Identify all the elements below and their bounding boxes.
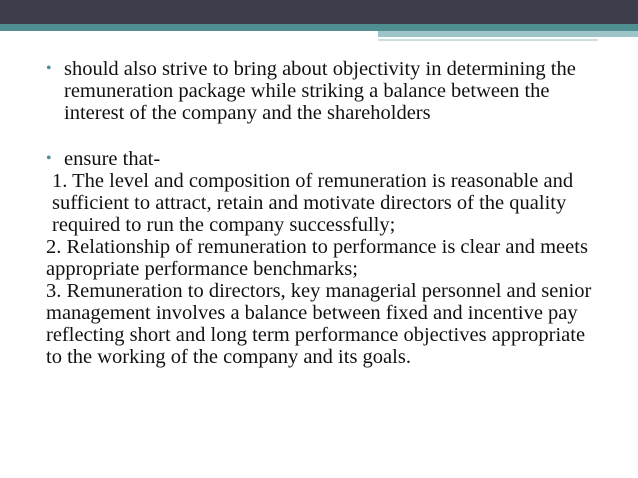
bullet-item — [46, 148, 606, 170]
header-stripe-accent — [378, 31, 638, 37]
bullet-text: should also strive to bring about objectivity in determining the remuneration package while striking a balance between the interest of the company and the shareholders — [64, 58, 576, 124]
numbered-point: 3. Remuneration to directors, key managerial personnel and senior management involves a balance between fixed and incentive pay reflecting short and long term performance objectives appropriate to the working of the company and its goals. — [46, 280, 592, 368]
numbered-point: 1. The level and composition of remuneration is reasonable and sufficient to attract, retain and motivate directors of the quality required to run the company successfully; — [52, 170, 574, 236]
header-stripe — [0, 24, 638, 31]
slide-body — [46, 58, 606, 368]
bullet-item — [46, 58, 606, 124]
header-bar — [0, 0, 638, 24]
bullet-marker: • — [46, 150, 52, 167]
bullet-text: ensure that- — [64, 148, 161, 170]
header-stripe-line — [378, 39, 598, 41]
bullet-marker: • — [46, 60, 52, 77]
numbered-point: 2. Relationship of remuneration to performance is clear and meets appropriate performance benchmarks; — [46, 236, 588, 280]
